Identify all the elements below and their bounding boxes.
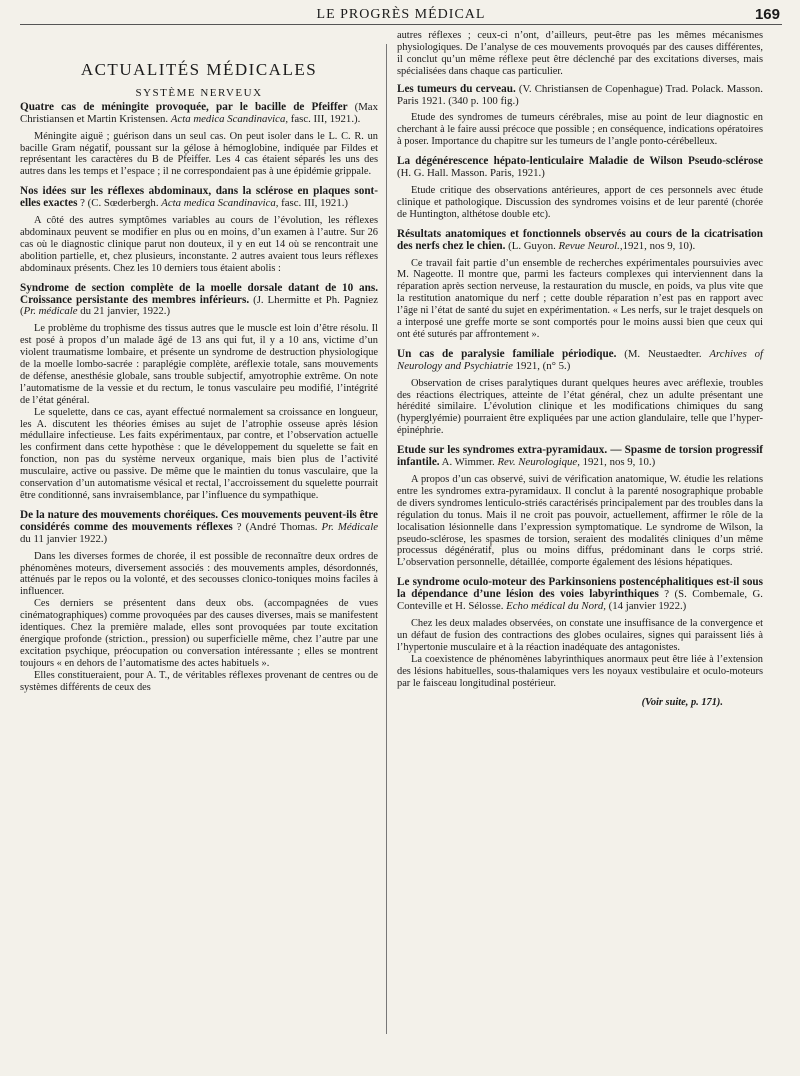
entry-journal: Echo médical du Nord, xyxy=(506,600,606,613)
entry-title: Syndrome de section complète de la moelle dorsale datant de 10 ans. Croissance persistante des membres inférieurs. xyxy=(20,281,378,306)
entry-authors: (M. Neustaedter. xyxy=(616,347,710,360)
entry-journal: Pr. Médicale xyxy=(321,520,378,533)
subsection-heading: SYSTÈME NERVEUX xyxy=(135,86,263,99)
abstract-entry xyxy=(397,577,763,689)
abstract-entry xyxy=(397,445,763,569)
entry-heading xyxy=(397,445,763,469)
entry-paragraph: A côté des autres symptômes variables au cours de l’évolution, les réflexes abdominaux peuvent se modifier en plus ou en moins, d’un examen à l’autre. Sur 26 cas où le diagnostic clinique parut non douteux, il y en eut 14 où se rencontrait une abolition partielle, et, chez plusieurs, inconstante. 2 autres avaient tous leurs réflexes abdominaux présents. Chez les 10 derniers tous étaient abolis : xyxy=(20,215,378,274)
entry-citation: fasc. III, 1921.). xyxy=(288,112,361,125)
entry-paragraph: La coexistence de phénomènes labyrinthiques anormaux peut être liée à l’extension des lésions habituelles, sous-thalamiques vers les noyaux vestibulaire et oculo-moteurs par le faisceau longitudinal postérieur. xyxy=(397,653,763,689)
column-divider xyxy=(386,44,387,1034)
left-column xyxy=(20,30,378,702)
entry-citation: 1921, nos 9, 10). xyxy=(622,239,696,252)
entry-authors: ? (S. Combemale, G. Conteville et H. Sélosse. xyxy=(397,588,763,613)
abstract-entry xyxy=(20,510,378,694)
running-title: LE PROGRÈS MÉDICAL xyxy=(316,7,486,22)
abstract-entry xyxy=(397,156,763,221)
entry-authors: A. Wimmer. xyxy=(439,456,498,469)
entry-heading xyxy=(397,577,763,613)
entry-journal: Acta medica Scandinavica, xyxy=(161,197,279,210)
entry-paragraph: Elles constitueraient, pour A. T., de véritables réflexes provenant de centres ou de systèmes différents de ceux des xyxy=(20,669,378,693)
entry-heading xyxy=(20,283,378,319)
abstract-entry xyxy=(20,102,378,178)
entry-paragraph: Observation de crises paralytiques durant quelques heures avec aréflexie, troubles des réactions électriques, atteinte de l’état général, chez un adulte présentant une hérédité similaire. L’évolution clinique et les modifications chimiques du sang (hyperglyémie) pourraient être expliquées par une action glandulaire, telle que l’hyper-épinéphrie. xyxy=(397,377,763,437)
entry-journal: Acta medica Scandinavica, xyxy=(170,112,289,125)
entry-title: Résultats anatomiques et fonctionnels observés au cours de la cicatrisation des nerfs chez le chien. xyxy=(397,227,763,252)
entry-paragraph: Le squelette, dans ce cas, ayant effectué normalement sa croissance en longueur, les A. discutent les théories émises au sujet de l’atrophie osseuse après lésion médullaire infectieuse. Les faits expérimentaux, par contre, et l’observation actuelle les confirment dans cette hypothèse : que le développement du squelette se fait en fonction, non pas du système nerveux organique, mais bien plus de l’activité musculaire, active ou passive. De même que le maintien du tonus vasculaire, que la conservation d’un automatisme vésical et rectal, l’accroissement du squelette pourrait être conditionné, sans invraisemblance, par l’influence du sympathique. xyxy=(20,406,378,501)
entry-title: Un cas de paralysie familiale périodique. xyxy=(397,347,617,360)
entry-paragraph: Dans les diverses formes de chorée, il est possible de reconnaître deux ordres de phénomènes moteurs, diversement associés : des mouvements amples, désordonnés, atténués par le repos ou la volonté, et des secousses clonico-toniques moins faciles à influencer. xyxy=(20,550,378,598)
entry-paragraph: Ces derniers se présentent dans deux obs. (accompagnées de vues cinématographiques) comme provoquées par des causes diverses, mais se manifestent identiques. Chez la première malade, elles sont provoquées par toute excitation énergique profonde (striction., pression) ou superficielle même, chez l’autre par une excitation psychique, préocupation ou conversation intéressante ; elles se montrent toujours « en dehors de l’automatisme des actes habituels ». xyxy=(20,598,378,669)
entry-paragraph: A propos d’un cas observé, suivi de vérification anatomique, W. étudie les relations entre les syndromes extra-pyramidaux. Il conclut à la parenté nosographique probable de divers syndromes lenticulo-striés caractérisés principalement par des troubles dans la régulation du tonus. Mais il ne croit pas pouvoir, actuellement, affirmer le rôle de la localisation lésionnelle dans l’expression symptomatique. Le syndrome de Wilson, la pseudo-sclérose, les spasmes de torsion, seraient des modalités cliniques d’un même processus dégénératif, plus ou moins diffus, prédominant dans le corps strié. L’observation personnelle, détaillée, comporte également des lésions hépatiques. xyxy=(397,474,763,569)
abstract-entry xyxy=(397,349,763,437)
entry-journal: Revue Neurol., xyxy=(558,239,623,252)
entry-paragraph: Etude critique des observations antérieures, apport de ces personnels avec étude clinique et pathologique. Discussion des syndromes voisins et de leur parenté (chorée de Huntington, althétose double etc). xyxy=(397,184,763,220)
entry-citation: du 11 janvier 1922.) xyxy=(20,532,108,545)
entry-heading xyxy=(20,102,378,126)
page-header xyxy=(20,6,782,25)
left-entries xyxy=(20,102,378,694)
abstract-entry xyxy=(397,229,763,341)
entry-title: La dégénérescence hépato-lenticulaire Maladie de Wilson Pseudo-sclérose xyxy=(397,155,763,168)
entry-citation: du 21 janvier, 1922.) xyxy=(77,305,171,318)
entry-title: Les tumeurs du cerveau. xyxy=(397,82,516,95)
entry-heading xyxy=(397,156,763,180)
entry-authors: (J. Lhermitte et Ph. Pagniez ( xyxy=(20,293,378,318)
right-column xyxy=(397,30,763,709)
abstract-entry xyxy=(20,283,378,502)
entry-title: Quatre cas de méningite provoquée, par le bacille de Pfeiffer xyxy=(20,100,348,113)
entry-heading xyxy=(397,84,763,108)
abstract-entry xyxy=(20,186,378,274)
right-entries xyxy=(397,84,763,690)
entry-citation: (14 janvier 1922.) xyxy=(605,600,687,613)
entry-citation: 1921, nos 9, 10.) xyxy=(579,456,656,469)
entry-citation: fasc. III, 1921.) xyxy=(278,197,349,210)
entry-journal: Rev. Neurologique, xyxy=(497,456,580,469)
entry-authors: ? (André Thomas. xyxy=(232,520,322,533)
entry-title: Etude sur les syndromes extra-pyramidaux. — Spasme de torsion progressif infantile. xyxy=(397,444,763,469)
page-number: 169 xyxy=(754,6,780,23)
entry-heading xyxy=(20,510,378,546)
entry-authors: (L. Guyon. xyxy=(505,239,559,252)
entry-title: Le syndrome oculo-moteur des Parkinsoniens postencéphalitiques est-il sous la dépendance d’une lésion des voies labyrinthiques xyxy=(397,576,763,601)
entry-title: Nos idées sur les réflexes abdominaux, dans la sclérose en plaques sont-elles exactes xyxy=(20,185,378,210)
entry-paragraph: Chez les deux malades observées, on constate une insuffisance de la convergence et un défaut de fusion des contractions des globes oculaires, signes qui paraissent liés à l’hypertonie musculaire et à la réaction inadéquate des antagonistes. xyxy=(397,617,763,653)
entry-citation: 1921, (n° 5.) xyxy=(512,359,571,372)
entry-paragraph: Etude des syndromes de tumeurs cérébrales, mise au point de leur diagnostic en cherchant à le faire aussi précoce que possible ; en conséquence, indications opératoires à poser. Importance du chapitre sur les tumeurs de l’angle ponto-cérébelleux. xyxy=(397,112,763,148)
section-rubric: ACTUALITÉS MÉDICALES xyxy=(80,60,318,79)
entry-journal: Pr. médicale xyxy=(23,305,78,318)
entry-heading xyxy=(397,229,763,253)
entry-journal: Archives of Neurology and Psychiatrie xyxy=(397,347,763,372)
continued-note: (Voir suite, p. 171). xyxy=(641,697,723,709)
entry-paragraph: Ce travail fait partie d’un ensemble de recherches expérimentales poursuivies avec M. Nageotte. Il montre que, parmi les facteurs complexes qui interviennent dans la réparation après section nerveuse, la restauration du muscle, en poids, va plus vite que la restitution anatomique du nerf ; cette double réparation n’est pas en rapport avec l’âge ni l’état de santé du sujet en expérimentation. « Les nerfs, sur le trajet desquels on a interposé une greffe morte se sont comportés pour le moins aussi bien que ceux qui ont été suturés par affrontement ». xyxy=(397,257,763,340)
entry-authors: ? (C. Sœderbergh. xyxy=(77,197,162,210)
entry-heading xyxy=(20,186,378,210)
abstract-entry xyxy=(397,84,763,149)
continuation-paragraph: autres réflexes ; ceux-ci n’ont, d’ailleurs, peut-être pas les mêmes mécanismes physiologiques. De l’analyse de ces mouvements provoqués par des causes différentes, il conclut qu’un même réflexe peut être déclenché par des excitations diverses, mais spécialisées dans chaque cas particulier. xyxy=(397,30,763,77)
entry-paragraph: Le problème du trophisme des tissus autres que le muscle est loin d’être résolu. Il est posé à propos d’un malade âgé de 13 ans qui fut, il y a 10 ans, victime d’un violent traumatisme lombaire, et présente un syndrome de destruction physiologique de la moelle lombo-sacrée : paraplégie complète, aréflexie totale, sans mouvements de défense, anesthésie globale, sans trouble subjectif, amyotrophie extrême. On note l’automatisme de la vessie et du rectum, le tonus vasculaire peu modifié, l’intégrité de l’état général. xyxy=(20,323,378,406)
entry-heading xyxy=(397,349,763,373)
entry-paragraph: Méningite aiguë ; guérison dans un seul cas. On peut isoler dans le L. C. R. un bacille Gram négatif, poussant sur la gélose à hémoglobine, indiquée par Fildes et représentant les caractères du B de Pfeiffer. Les 4 cas étaient séparés les uns des autres dans les temps et l’espace ; il ne correspondaient pas à une épidémie grippale. xyxy=(20,130,378,178)
entry-authors: (V. Christiansen de Copenhague) Trad. Polack. Masson. Paris 1921. (340 p. 100 fig.) xyxy=(397,82,763,107)
entry-title: De la nature des mouvements choréiques. Ces mouvements peuvent-ils être considérés comme des mouvements réflexes xyxy=(20,508,378,533)
entry-authors: (Max Christiansen et Martin Kristensen. xyxy=(20,100,378,125)
entry-authors: (H. G. Hall. Masson. Paris, 1921.) xyxy=(397,167,545,180)
